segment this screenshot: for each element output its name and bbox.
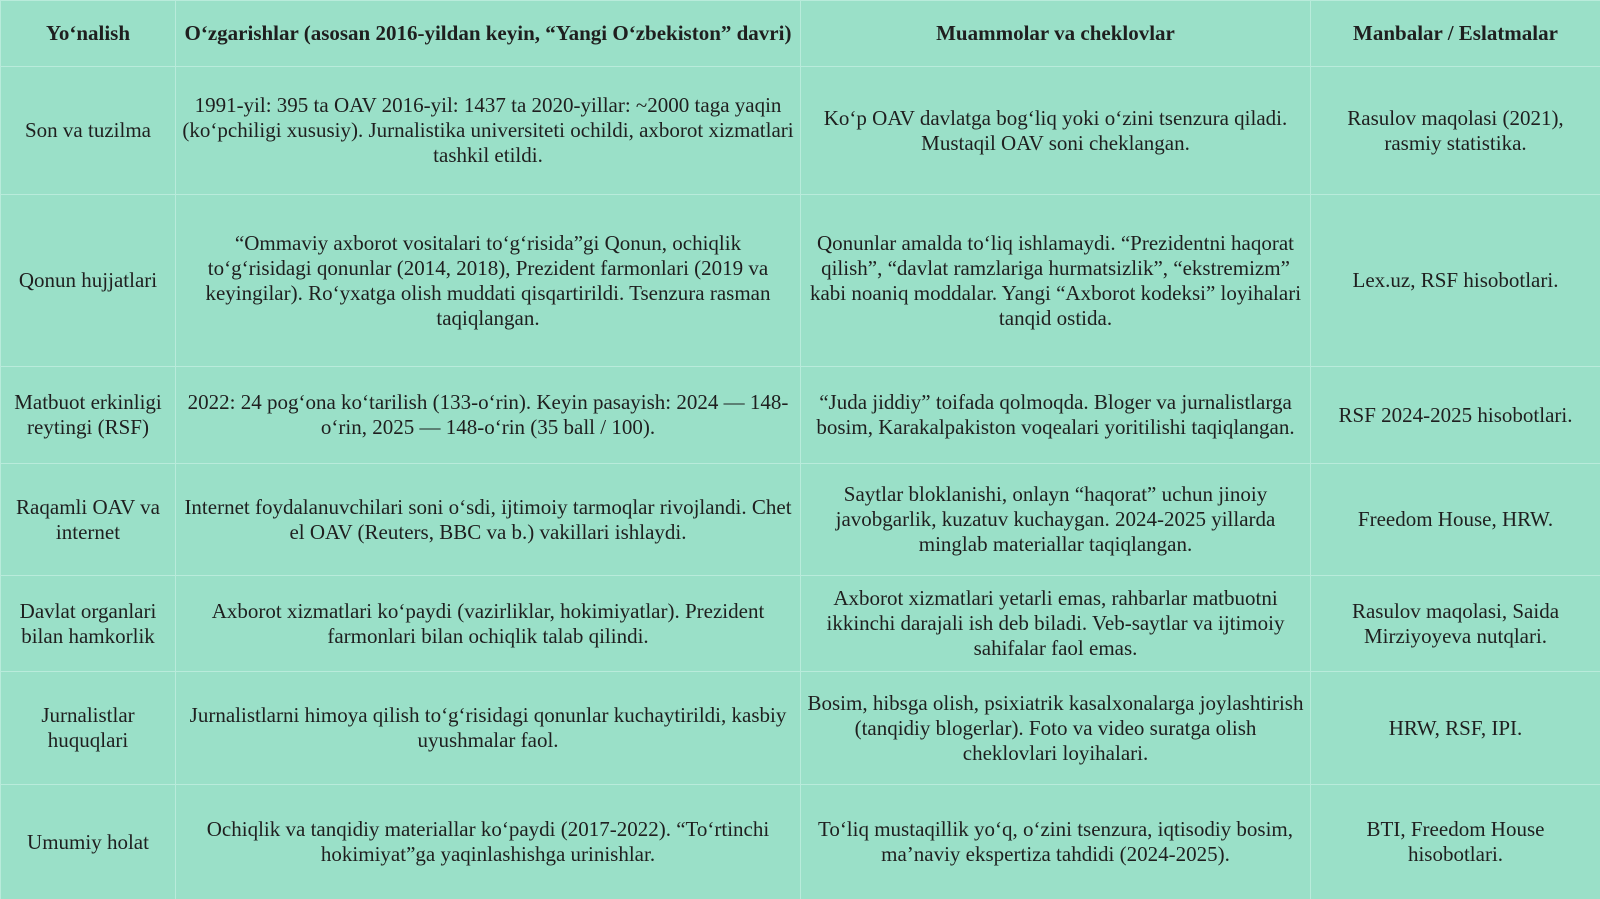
- cell-direction: Davlat organlari bilan hamkorlik: [1, 576, 176, 672]
- cell-changes: 2022: 24 pog‘ona ko‘tarilish (133-o‘rin). Keyin pasayish: 2024 — 148-o‘rin, 2025 — 148-o‘rin (35 ball / 100).: [176, 367, 801, 464]
- cell-sources: Lex.uz, RSF hisobotlari.: [1311, 195, 1600, 367]
- cell-problems: Ko‘p OAV davlatga bog‘liq yoki o‘zini tsenzura qiladi. Mustaqil OAV soni cheklangan.: [801, 67, 1311, 195]
- table-row: [1, 785, 1600, 899]
- cell-problems: To‘liq mustaqillik yo‘q, o‘zini tsenzura, iqtisodiy bosim, ma’naviy ekspertiza tahdidi (2024-2025).: [801, 785, 1311, 899]
- table-row: [1, 672, 1600, 785]
- cell-problems: “Juda jiddiy” toifada qolmoqda. Bloger va jurnalistlarga bosim, Karakalpakiston voqealari yoritilishi taqiqlangan.: [801, 367, 1311, 464]
- cell-direction: Jurnalistlar huquqlari: [1, 672, 176, 785]
- cell-sources: RSF 2024-2025 hisobotlari.: [1311, 367, 1600, 464]
- cell-changes: “Ommaviy axborot vositalari to‘g‘risida”gi Qonun, ochiqlik to‘g‘risidagi qonunlar (2014, 2018), Prezident farmonlari (2019 va keyingilar). Ro‘yxatga olish muddati qisqartirildi. Tsenzura rasman taqiqlangan.: [176, 195, 801, 367]
- cell-direction: Umumiy holat: [1, 785, 176, 899]
- cell-sources: Rasulov maqolasi (2021), rasmiy statistika.: [1311, 67, 1600, 195]
- header-direction: Yo‘nalish: [1, 1, 176, 67]
- header-problems: Muammolar va cheklovlar: [801, 1, 1311, 67]
- cell-changes: Ochiqlik va tanqidiy materiallar ko‘paydi (2017-2022). “To‘rtinchi hokimiyat”ga yaqinlashishga urinishlar.: [176, 785, 801, 899]
- table-header: [1, 1, 1600, 67]
- table-body: [1, 67, 1600, 899]
- cell-problems: Saytlar bloklanishi, onlayn “haqorat” uchun jinoiy javobgarlik, kuzatuv kuchaygan. 2024-2025 yillarda minglab materiallar taqiqlangan.: [801, 464, 1311, 576]
- cell-sources: Freedom House, HRW.: [1311, 464, 1600, 576]
- header-changes: O‘zgarishlar (asosan 2016-yildan keyin, “Yangi O‘zbekiston” davri): [176, 1, 801, 67]
- cell-changes: Jurnalistlarni himoya qilish to‘g‘risidagi qonunlar kuchaytirildi, kasbiy uyushmalar faol.: [176, 672, 801, 785]
- cell-problems: Bosim, hibsga olish, psixiatrik kasalxonalarga joylashtirish (tanqidiy blogerlar). Foto va video suratga olish cheklovlari loyihalari.: [801, 672, 1311, 785]
- cell-problems: Axborot xizmatlari yetarli emas, rahbarlar matbuotni ikkinchi darajali ish deb biladi. Veb-saytlar va ijtimoiy sahifalar faol emas.: [801, 576, 1311, 672]
- cell-direction: Matbuot erkinligi reytingi (RSF): [1, 367, 176, 464]
- table-row: [1, 576, 1600, 672]
- header-sources: Manbalar / Eslatmalar: [1311, 1, 1600, 67]
- header-row: [1, 1, 1600, 67]
- cell-changes: 1991-yil: 395 ta OAV 2016-yil: 1437 ta 2020-yillar: ~2000 taga yaqin (ko‘pchiligi xususiy). Jurnalistika universiteti ochildi, axborot xizmatlari tashkil etildi.: [176, 67, 801, 195]
- cell-changes: Axborot xizmatlari ko‘paydi (vazirliklar, hokimiyatlar). Prezident farmonlari bilan ochiqlik talab qilindi.: [176, 576, 801, 672]
- cell-sources: HRW, RSF, IPI.: [1311, 672, 1600, 785]
- table-row: [1, 464, 1600, 576]
- cell-problems: Qonunlar amalda to‘liq ishlamaydi. “Prezidentni haqorat qilish”, “davlat ramzlariga hurmatsizlik”, “ekstremizm” kabi noaniq moddalar. Yangi “Axborot kodeksi” loyihalari tanqid ostida.: [801, 195, 1311, 367]
- table-row: [1, 367, 1600, 464]
- cell-changes: Internet foydalanuvchilari soni o‘sdi, ijtimoiy tarmoqlar rivojlandi. Chet el OAV (Reuters, BBC va b.) vakillari ishlaydi.: [176, 464, 801, 576]
- cell-direction: Raqamli OAV va internet: [1, 464, 176, 576]
- table-row: [1, 67, 1600, 195]
- cell-direction: Qonun hujjatlari: [1, 195, 176, 367]
- table-row: [1, 195, 1600, 367]
- cell-sources: Rasulov maqolasi, Saida Mirziyoyeva nutqlari.: [1311, 576, 1600, 672]
- cell-sources: BTI, Freedom House hisobotlari.: [1311, 785, 1600, 899]
- cell-direction: Son va tuzilma: [1, 67, 176, 195]
